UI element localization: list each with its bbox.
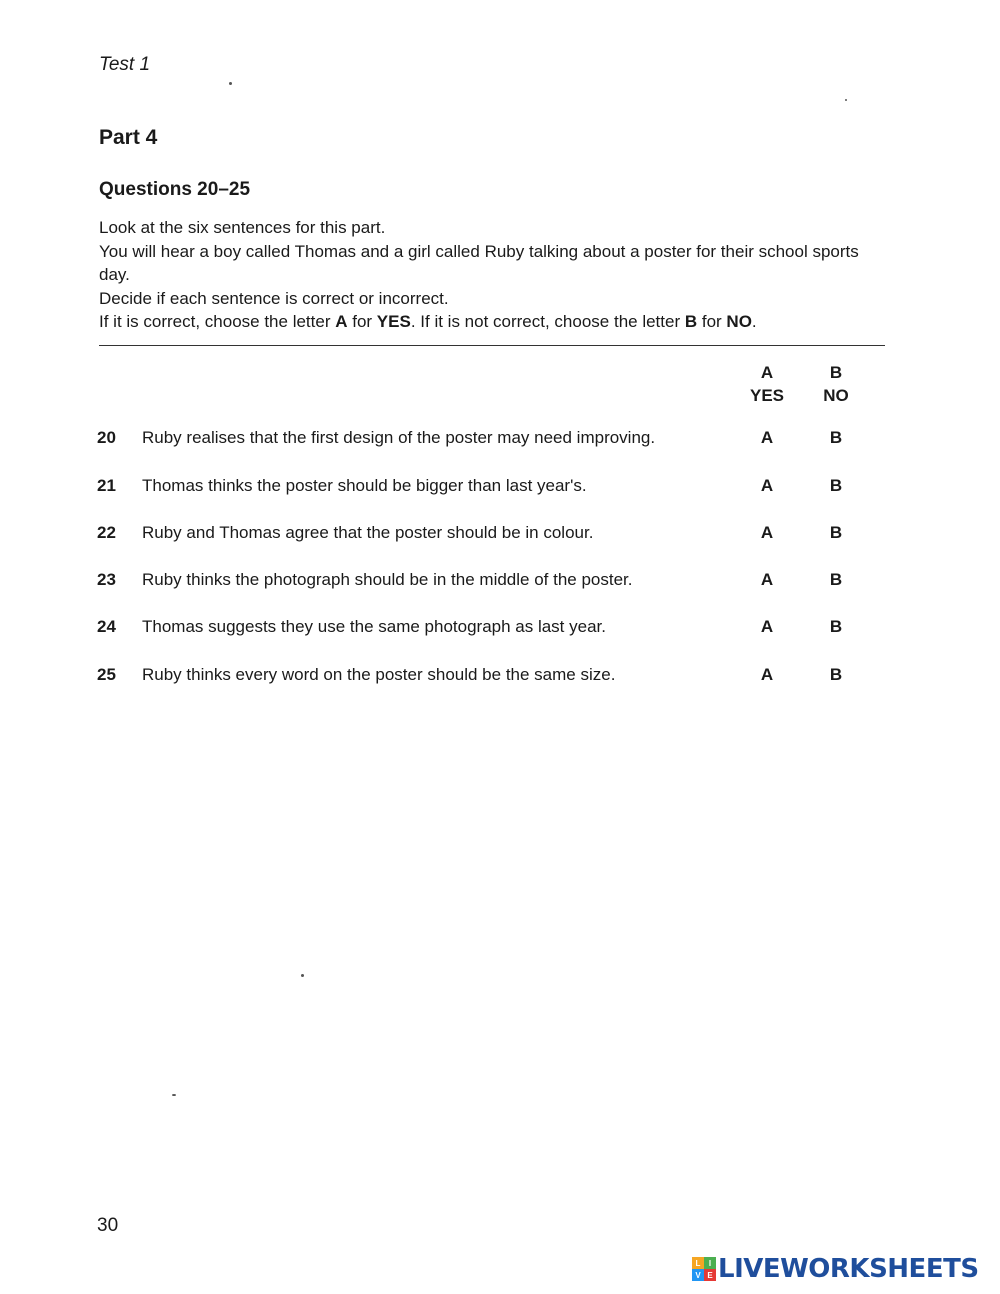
question-text: Ruby thinks the photograph should be in the middle of the poster. xyxy=(142,570,633,589)
instruction-line: Look at the six sentences for this part. xyxy=(99,218,386,237)
part-title: Part 4 xyxy=(99,126,158,149)
option-b[interactable]: B xyxy=(829,617,843,636)
option-b[interactable]: B xyxy=(829,428,843,447)
option-b[interactable]: B xyxy=(829,476,843,495)
question-row xyxy=(0,665,1000,693)
instruction-text: for xyxy=(697,312,727,331)
option-a[interactable]: A xyxy=(760,523,774,542)
question-number: 25 xyxy=(97,665,116,684)
question-number: 22 xyxy=(97,523,116,542)
instruction-no: NO xyxy=(726,312,752,331)
column-head-a-label: YES xyxy=(749,386,785,405)
scan-speck xyxy=(845,99,847,101)
option-b[interactable]: B xyxy=(829,665,843,684)
option-a[interactable]: A xyxy=(760,476,774,495)
question-row xyxy=(0,476,1000,504)
question-number: 23 xyxy=(97,570,116,589)
column-head-b-letter: B xyxy=(829,363,843,382)
column-head-a xyxy=(737,361,797,407)
question-row xyxy=(0,570,1000,598)
logo-tile: I xyxy=(704,1257,716,1269)
scan-speck xyxy=(172,1094,176,1096)
instruction-line xyxy=(99,310,879,334)
instruction-text: for xyxy=(347,312,377,331)
instructions xyxy=(99,216,879,334)
question-text: Thomas suggests they use the same photograph as last year. xyxy=(142,617,606,636)
option-a[interactable]: A xyxy=(760,665,774,684)
instruction-letter-b: B xyxy=(684,312,698,331)
question-text: Ruby and Thomas agree that the poster should be in colour. xyxy=(142,523,594,542)
option-a[interactable]: A xyxy=(760,570,774,589)
page-number: 30 xyxy=(97,1215,119,1236)
logo-tile: E xyxy=(704,1269,716,1281)
question-number: 20 xyxy=(97,428,116,447)
instruction-line: Decide if each sentence is correct or incorrect. xyxy=(99,288,449,308)
column-head-b-label: NO xyxy=(823,386,849,405)
option-b[interactable]: B xyxy=(829,523,843,542)
logo-tile: L xyxy=(692,1257,704,1269)
questions-title: Questions 20–25 xyxy=(99,179,251,200)
logo-icon xyxy=(692,1257,716,1281)
logo-tile: V xyxy=(692,1269,704,1281)
instruction-text: . xyxy=(751,312,757,331)
option-a[interactable]: A xyxy=(760,428,774,447)
question-number: 21 xyxy=(97,476,116,495)
question-text: Ruby thinks every word on the poster should be the same size. xyxy=(142,665,616,684)
divider-rule xyxy=(99,345,885,346)
logo-text: LIVEWORKSHEETS xyxy=(718,1254,979,1284)
question-row xyxy=(0,617,1000,645)
option-b[interactable]: B xyxy=(829,570,843,589)
column-head-a-letter: A xyxy=(760,363,774,382)
liveworksheets-logo xyxy=(692,1254,979,1284)
question-text: Ruby realises that the first design of the poster may need improving. xyxy=(142,428,656,447)
instruction-yes: YES xyxy=(376,312,411,331)
question-row xyxy=(0,428,1000,456)
running-head: Test 1 xyxy=(99,54,151,75)
question-text: Thomas thinks the poster should be bigger than last year's. xyxy=(142,476,587,495)
instruction-text: . If it is not correct, choose the letter xyxy=(410,312,685,331)
question-number: 24 xyxy=(97,617,116,636)
instruction-line: You will hear a boy called Thomas and a girl called Ruby talking about a poster for their school sports day. xyxy=(99,241,859,284)
question-row xyxy=(0,523,1000,551)
option-a[interactable]: A xyxy=(760,617,774,636)
column-head-b xyxy=(806,361,866,407)
instruction-text: If it is correct, choose the letter xyxy=(99,312,336,331)
instruction-letter-a: A xyxy=(335,312,348,331)
scan-speck xyxy=(229,82,232,85)
scan-speck xyxy=(301,974,304,977)
